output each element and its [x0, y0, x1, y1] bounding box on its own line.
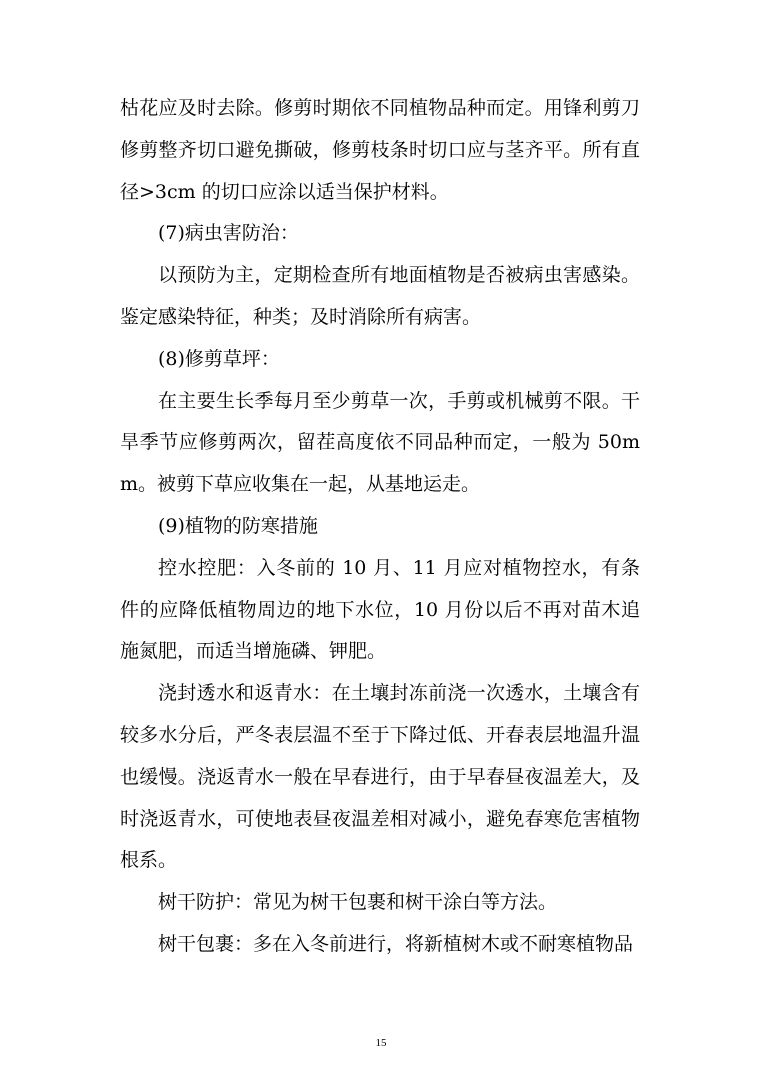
heading-lawn-mowing: (8)修剪草坪： — [158, 347, 280, 370]
page-number: 15 — [375, 1037, 387, 1049]
paragraph-pruning-details: 枯花应及时去除。修剪时期依不同植物品种而定。用锋利剪刀修剪整齐切口避免撕破，修剪枝条时切口应与茎齐平。所有直径>3cm 的切口应涂以适当保护材料。 — [120, 97, 640, 203]
paragraph-trunk-protection: 树干防护：常见为树干包裹和树干涂白等方法。 — [158, 891, 558, 914]
body-text — [120, 88, 640, 966]
heading-pest-control: (7)病虫害防治： — [158, 222, 299, 245]
paragraph-pest-control: 以预防为主，定期检查所有地面植物是否被病虫害感染。鉴定感染特征，种类；及时消除所有病害。 — [120, 264, 640, 328]
paragraph-water-fertilizer-control: 控水控肥：入冬前的 10 月、11 月应对植物控水，有条件的应降低植物周边的地下水位，10 月份以后不再对苗木追施氮肥，而适当增施磷、钾肥。 — [120, 556, 640, 663]
heading-cold-protection: (9)植物的防寒措施 — [158, 514, 318, 537]
paragraph-trunk-wrapping: 树干包裹：多在入冬前进行，将新植树木或不耐寒植物品 — [158, 932, 634, 955]
paragraph-lawn-mowing: 在主要生长季每月至少剪草一次，手剪或机械剪不限。干旱季节应修剪两次，留茬高度依不同品种而定，一般为 50mm。被剪下草应收集在一起，从基地运走。 — [120, 389, 640, 496]
paragraph-winter-spring-watering: 浇封透水和返青水：在土壤封冻前浇一次透水，土壤含有较多水分后，严冬表层温不至于下降过低、开春表层地温升温也缓慢。浇返青水一般在早春进行，由于早春昼夜温差大，及时浇返青水，可使地表昼夜温差相对减小，避免春寒危害植物根系。 — [120, 682, 640, 872]
